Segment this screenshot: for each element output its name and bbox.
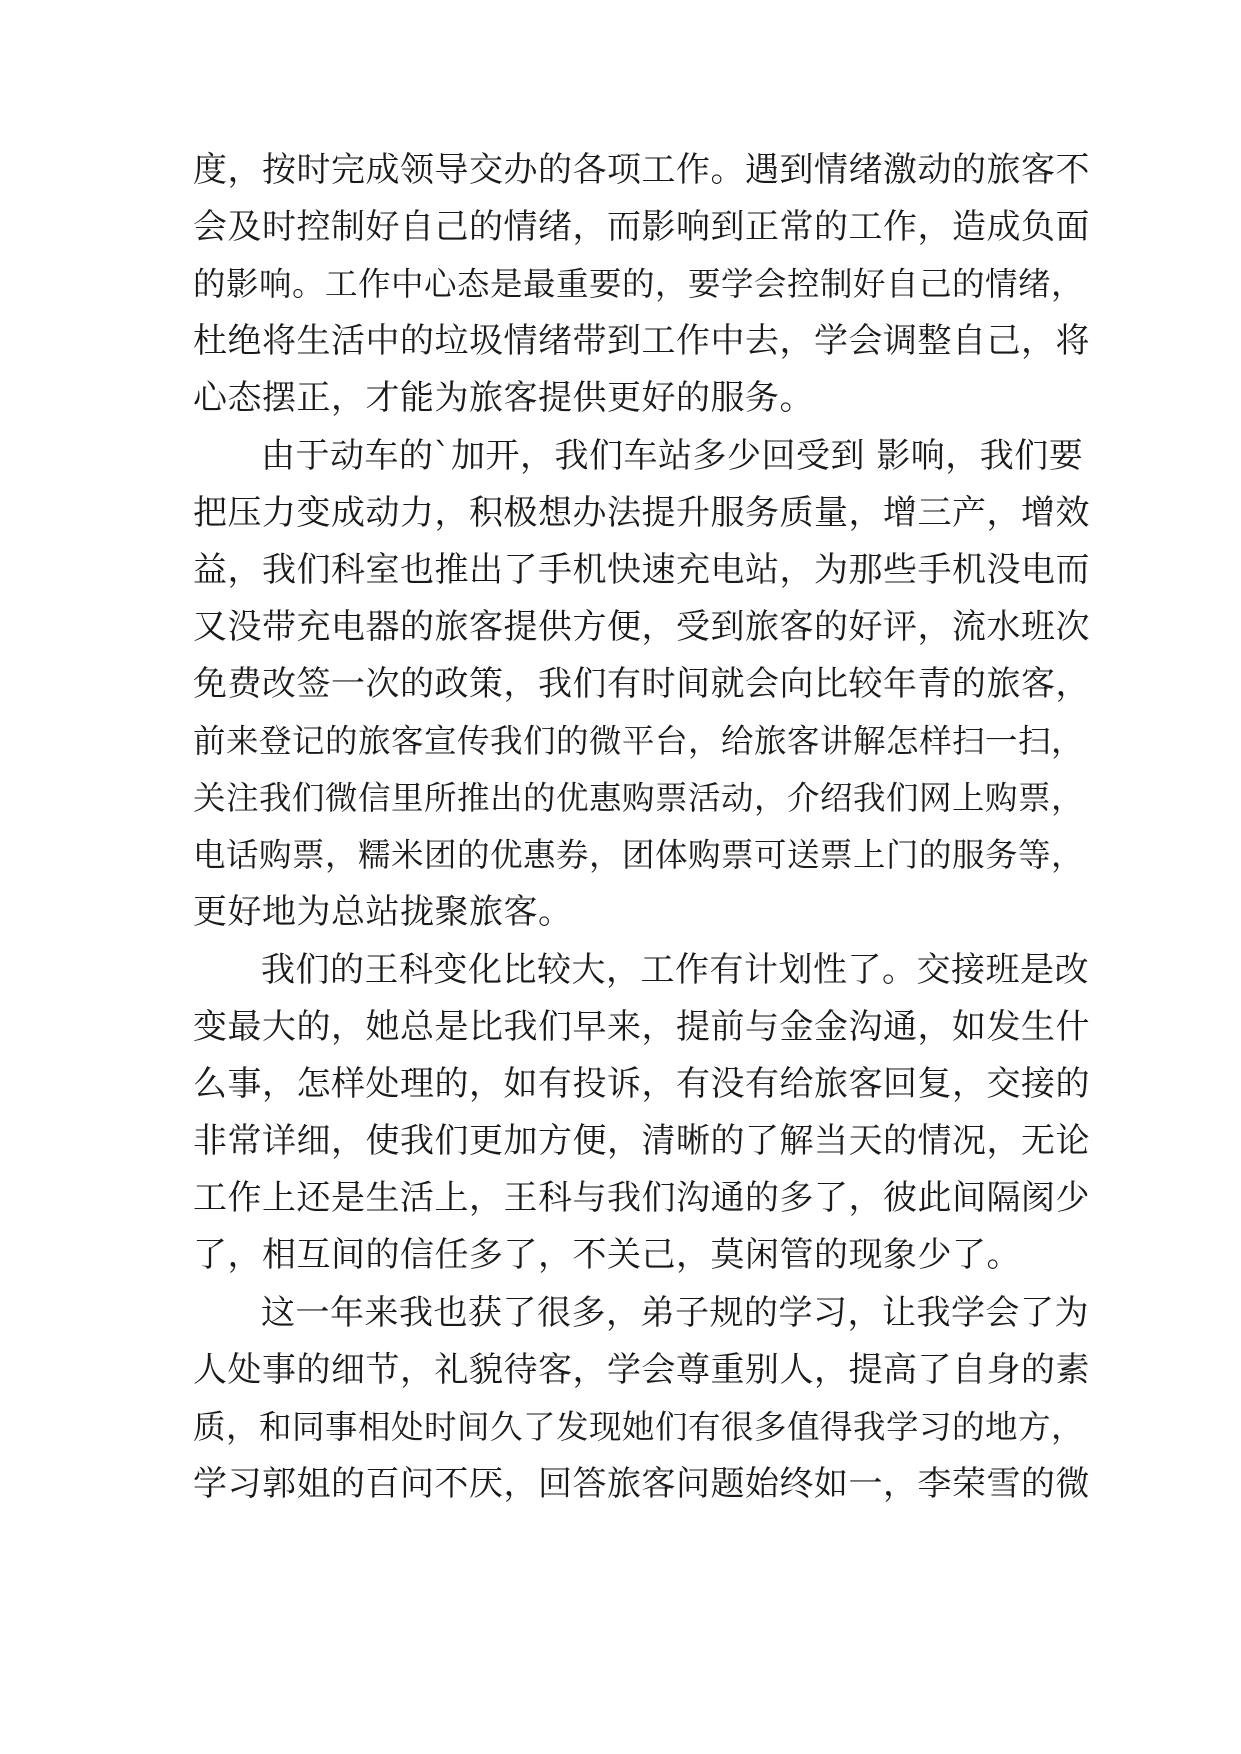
text-line: 工作上还是生活上，王科与我们沟通的多了，彼此间隔阂少 <box>193 1178 1090 1218</box>
text-line: 的影响。工作中心态是最重要的，要学会控制好自己的情绪， <box>193 265 1085 303</box>
text-line: 我们的王科变化比较大，工作有计划性了。交接班是改 <box>261 950 1089 990</box>
text-line: 质，和同事相处时间久了发现她们有很多值得我学习的地方， <box>193 1408 1085 1446</box>
text-line: 又没带充电器的旅客提供方便，受到旅客的好评，流水班次 <box>193 607 1090 647</box>
text-line: 人处事的细节，礼貌待客，学会尊重别人，提高了自身的素 <box>193 1350 1090 1390</box>
text-line: 这一年来我也获了很多，弟子规的学习，让我学会了为 <box>261 1293 1089 1333</box>
text-line: 由于动车的`加开，我们车站多少回受到 影响，我们要 <box>261 436 1084 476</box>
text-line: 变最大的，她总是比我们早来，提前与金金沟通，如发生什 <box>193 1007 1090 1047</box>
text-line: 把压力变成动力，积极想办法提升服务质量，增三产，增效 <box>193 493 1090 533</box>
text-line: 非常详细，使我们更加方便，清晰的了解当天的情况，无论 <box>193 1121 1090 1161</box>
text-line: 关注我们微信里所推出的优惠购票活动，介绍我们网上购票， <box>193 779 1085 817</box>
text-line: 电话购票，糯米团的优惠券，团体购票可送票上门的服务等， <box>193 836 1085 874</box>
text-line: 益，我们科室也推出了手机快速充电站，为那些手机没电而 <box>193 550 1090 590</box>
text-line: 免费改签一次的政策，我们有时间就会向比较年青的旅客， <box>193 664 1090 704</box>
text-line: 会及时控制好自己的情绪，而影响到正常的工作，造成负面 <box>193 207 1090 247</box>
text-line: 更好地为总站拢聚旅客。 <box>193 892 573 932</box>
text-line: 度，按时完成领导交办的各项工作。遇到情绪激动的旅客不 <box>193 150 1090 190</box>
text-line: 心态摆正，才能为旅客提供更好的服务。 <box>193 378 814 418</box>
text-line: 学习郭姐的百问不厌，回答旅客问题始终如一，李荣雪的微 <box>193 1464 1090 1504</box>
text-line: 前来登记的旅客宣传我们的微平台，给旅客讲解怎样扫一扫， <box>193 722 1085 760</box>
text-line: 么事，怎样处理的，如有投诉，有没有给旅客回复，交接的 <box>193 1064 1090 1104</box>
text-line: 杜绝将生活中的垃圾情绪带到工作中去，学会调整自己，将 <box>193 321 1090 361</box>
text-line: 了，相互间的信任多了，不关己，莫闲管的现象少了。 <box>193 1235 1021 1275</box>
